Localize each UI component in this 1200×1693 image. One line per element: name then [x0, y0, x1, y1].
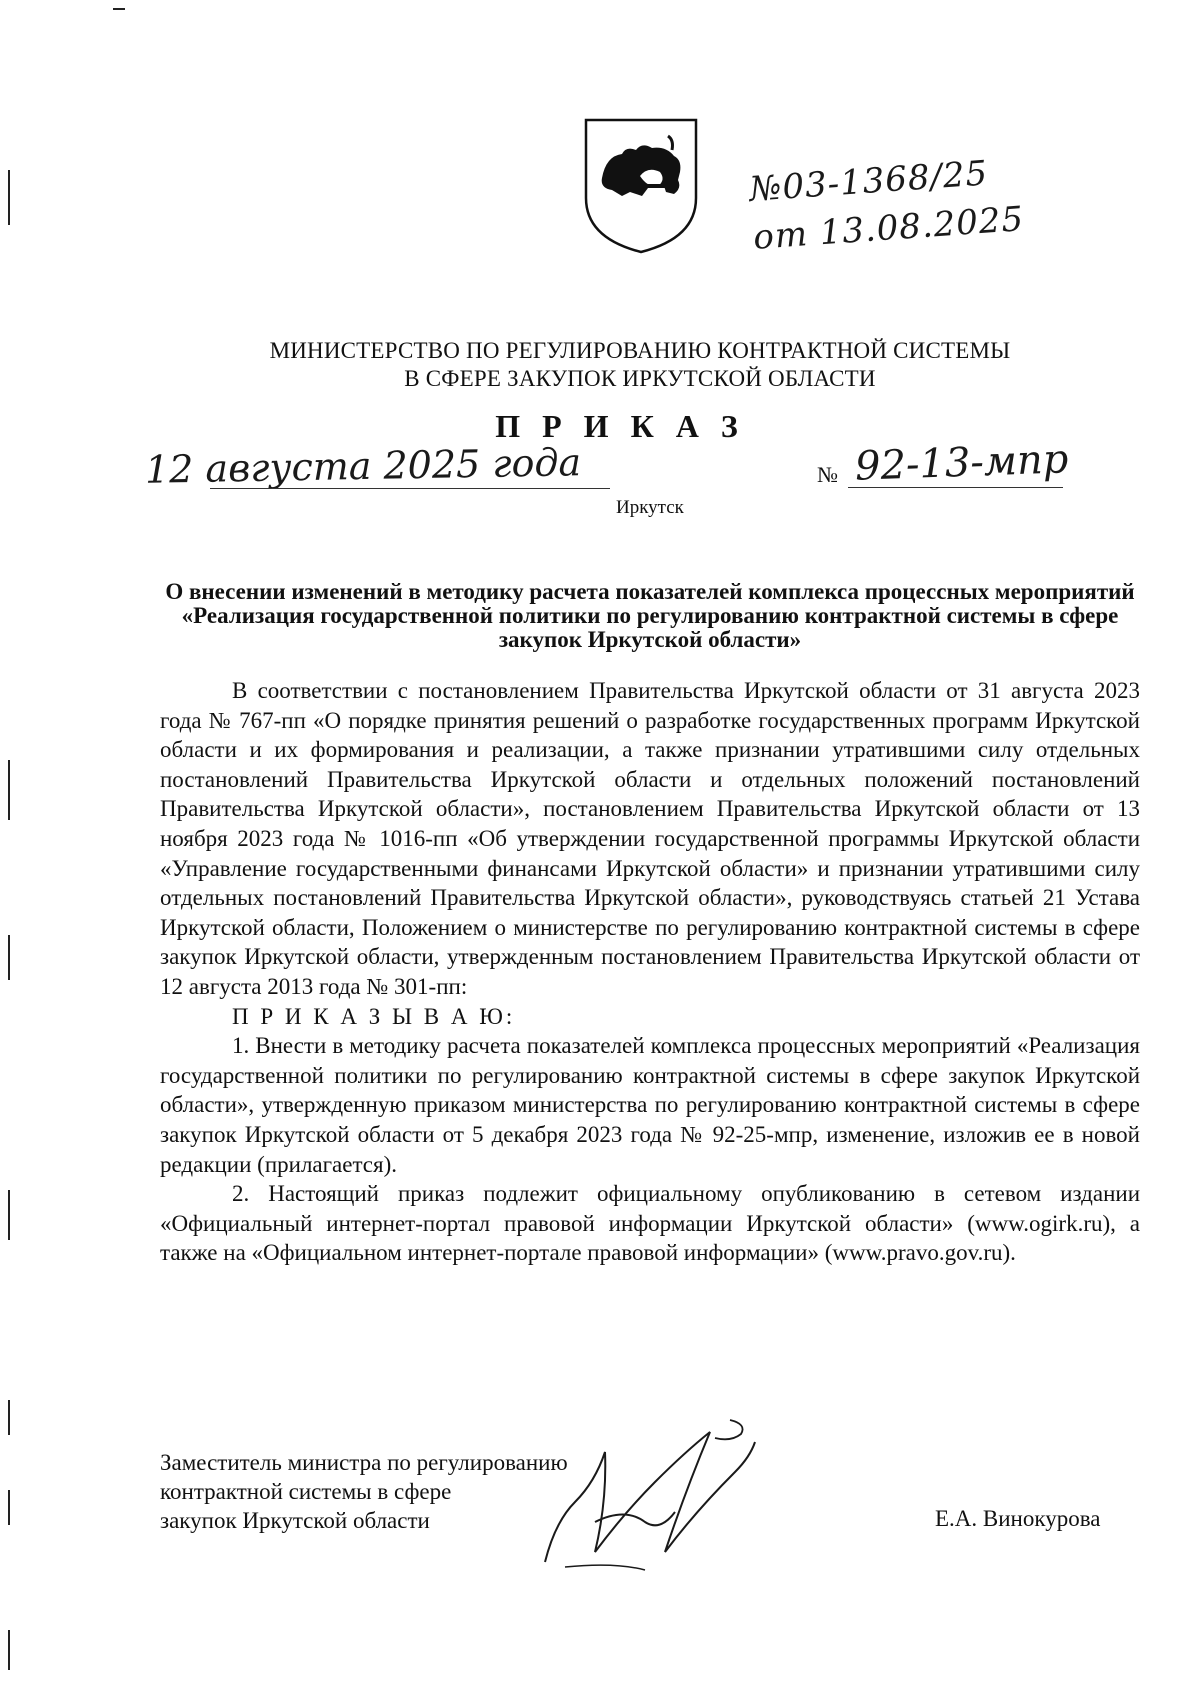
signatory-position-line: Заместитель министра по регулированию [160, 1450, 568, 1475]
registration-date: от 13.08.2025 [752, 199, 1026, 258]
order-item-2: 2. Настоящий приказ подлежит официальному опубликованию в сетевом издании «Официальный интернет-портал правовой информации Иркутской области» (www.ogirk.ru), а также на «Официальном интернет-портале правовой информации» (www.pravo.gov.ru). [160, 1181, 1140, 1266]
scan-mark [113, 8, 125, 10]
order-date: 12 августа 2025 года [144, 440, 582, 492]
coat-of-arms-icon [582, 116, 700, 256]
scan-mark [8, 1490, 10, 1525]
order-item-1: 1. Внести в методику расчета показателей комплекса процессных мероприятий «Реализация государственной политики по регулированию контрактной системы в сфере закупок Иркутской области», утвержденную приказом министерства по регулированию контрактной системы в сфере закупок Иркутской области от 5 декабря 2023 года № 92-25-мпр, изменение, изложив ее в новой редакции (прилагается). [160, 1033, 1140, 1177]
order-body [160, 676, 1140, 1268]
ministry-name-line1: МИНИСТЕРСТВО ПО РЕГУЛИРОВАНИЮ КОНТРАКТНОЙ СИСТЕМЫ [269, 338, 1011, 363]
order-title: О внесении изменений в методику расчета показателей комплекса процессных мероприятий «Реализация государственной политики по регулированию контрактной системы в сфере закупок Иркутской области» [165, 579, 1135, 652]
scan-mark [8, 935, 10, 980]
scan-mark [8, 760, 10, 820]
order-word: П Р И К А З Ы В А Ю: [232, 1003, 516, 1029]
scan-mark [8, 1190, 10, 1240]
number-underline [848, 487, 1063, 488]
handwritten-signature [535, 1412, 775, 1582]
registration-number: №03-1368/25 [748, 153, 990, 210]
document-type: П Р И К А З [495, 408, 745, 444]
date-underline [210, 488, 610, 489]
scan-mark [8, 1400, 10, 1435]
signatory-position-line: контрактной системы в сфере [160, 1479, 452, 1504]
order-number-label: № [817, 462, 838, 487]
order-number: 92-13-мпр [854, 436, 1070, 490]
scan-mark [8, 170, 10, 225]
scan-mark [8, 1630, 10, 1670]
preamble-paragraph: В соответствии с постановлением Правительства Иркутской области от 31 августа 2023 года № 767-пп «О порядке принятия решений о разработке государственных программ Иркутской области и их формирования и реализации, а также признании утратившими силу отдельных постановлений Правительства Иркутской области и отдельных положений постановлений Правительства Иркутской области», постановлением Правительства Иркутской области от 13 ноября 2023 года № 1016-пп «Об утверждении государственной программы Иркутской области «Управление государственными финансами Иркутской области» и признании утратившими силу отдельных постановлений Правительства Иркутской области», руководствуясь статьей 21 Устава Иркутской области, Положением о министерстве по регулированию контрактной системы в сфере закупок Иркутской области, утвержденным постановлением Правительства Иркутской области от 12 августа 2013 года № 301-пп: [160, 678, 1140, 999]
signatory-name: Е.А. Винокурова [935, 1506, 1101, 1531]
signatory-position [160, 1448, 568, 1535]
ministry-name-line2: В СФЕРЕ ЗАКУПОК ИРКУТСКОЙ ОБЛАСТИ [404, 366, 876, 391]
signatory-position-line: закупок Иркутской области [160, 1508, 430, 1533]
city: Иркутск [616, 497, 684, 518]
